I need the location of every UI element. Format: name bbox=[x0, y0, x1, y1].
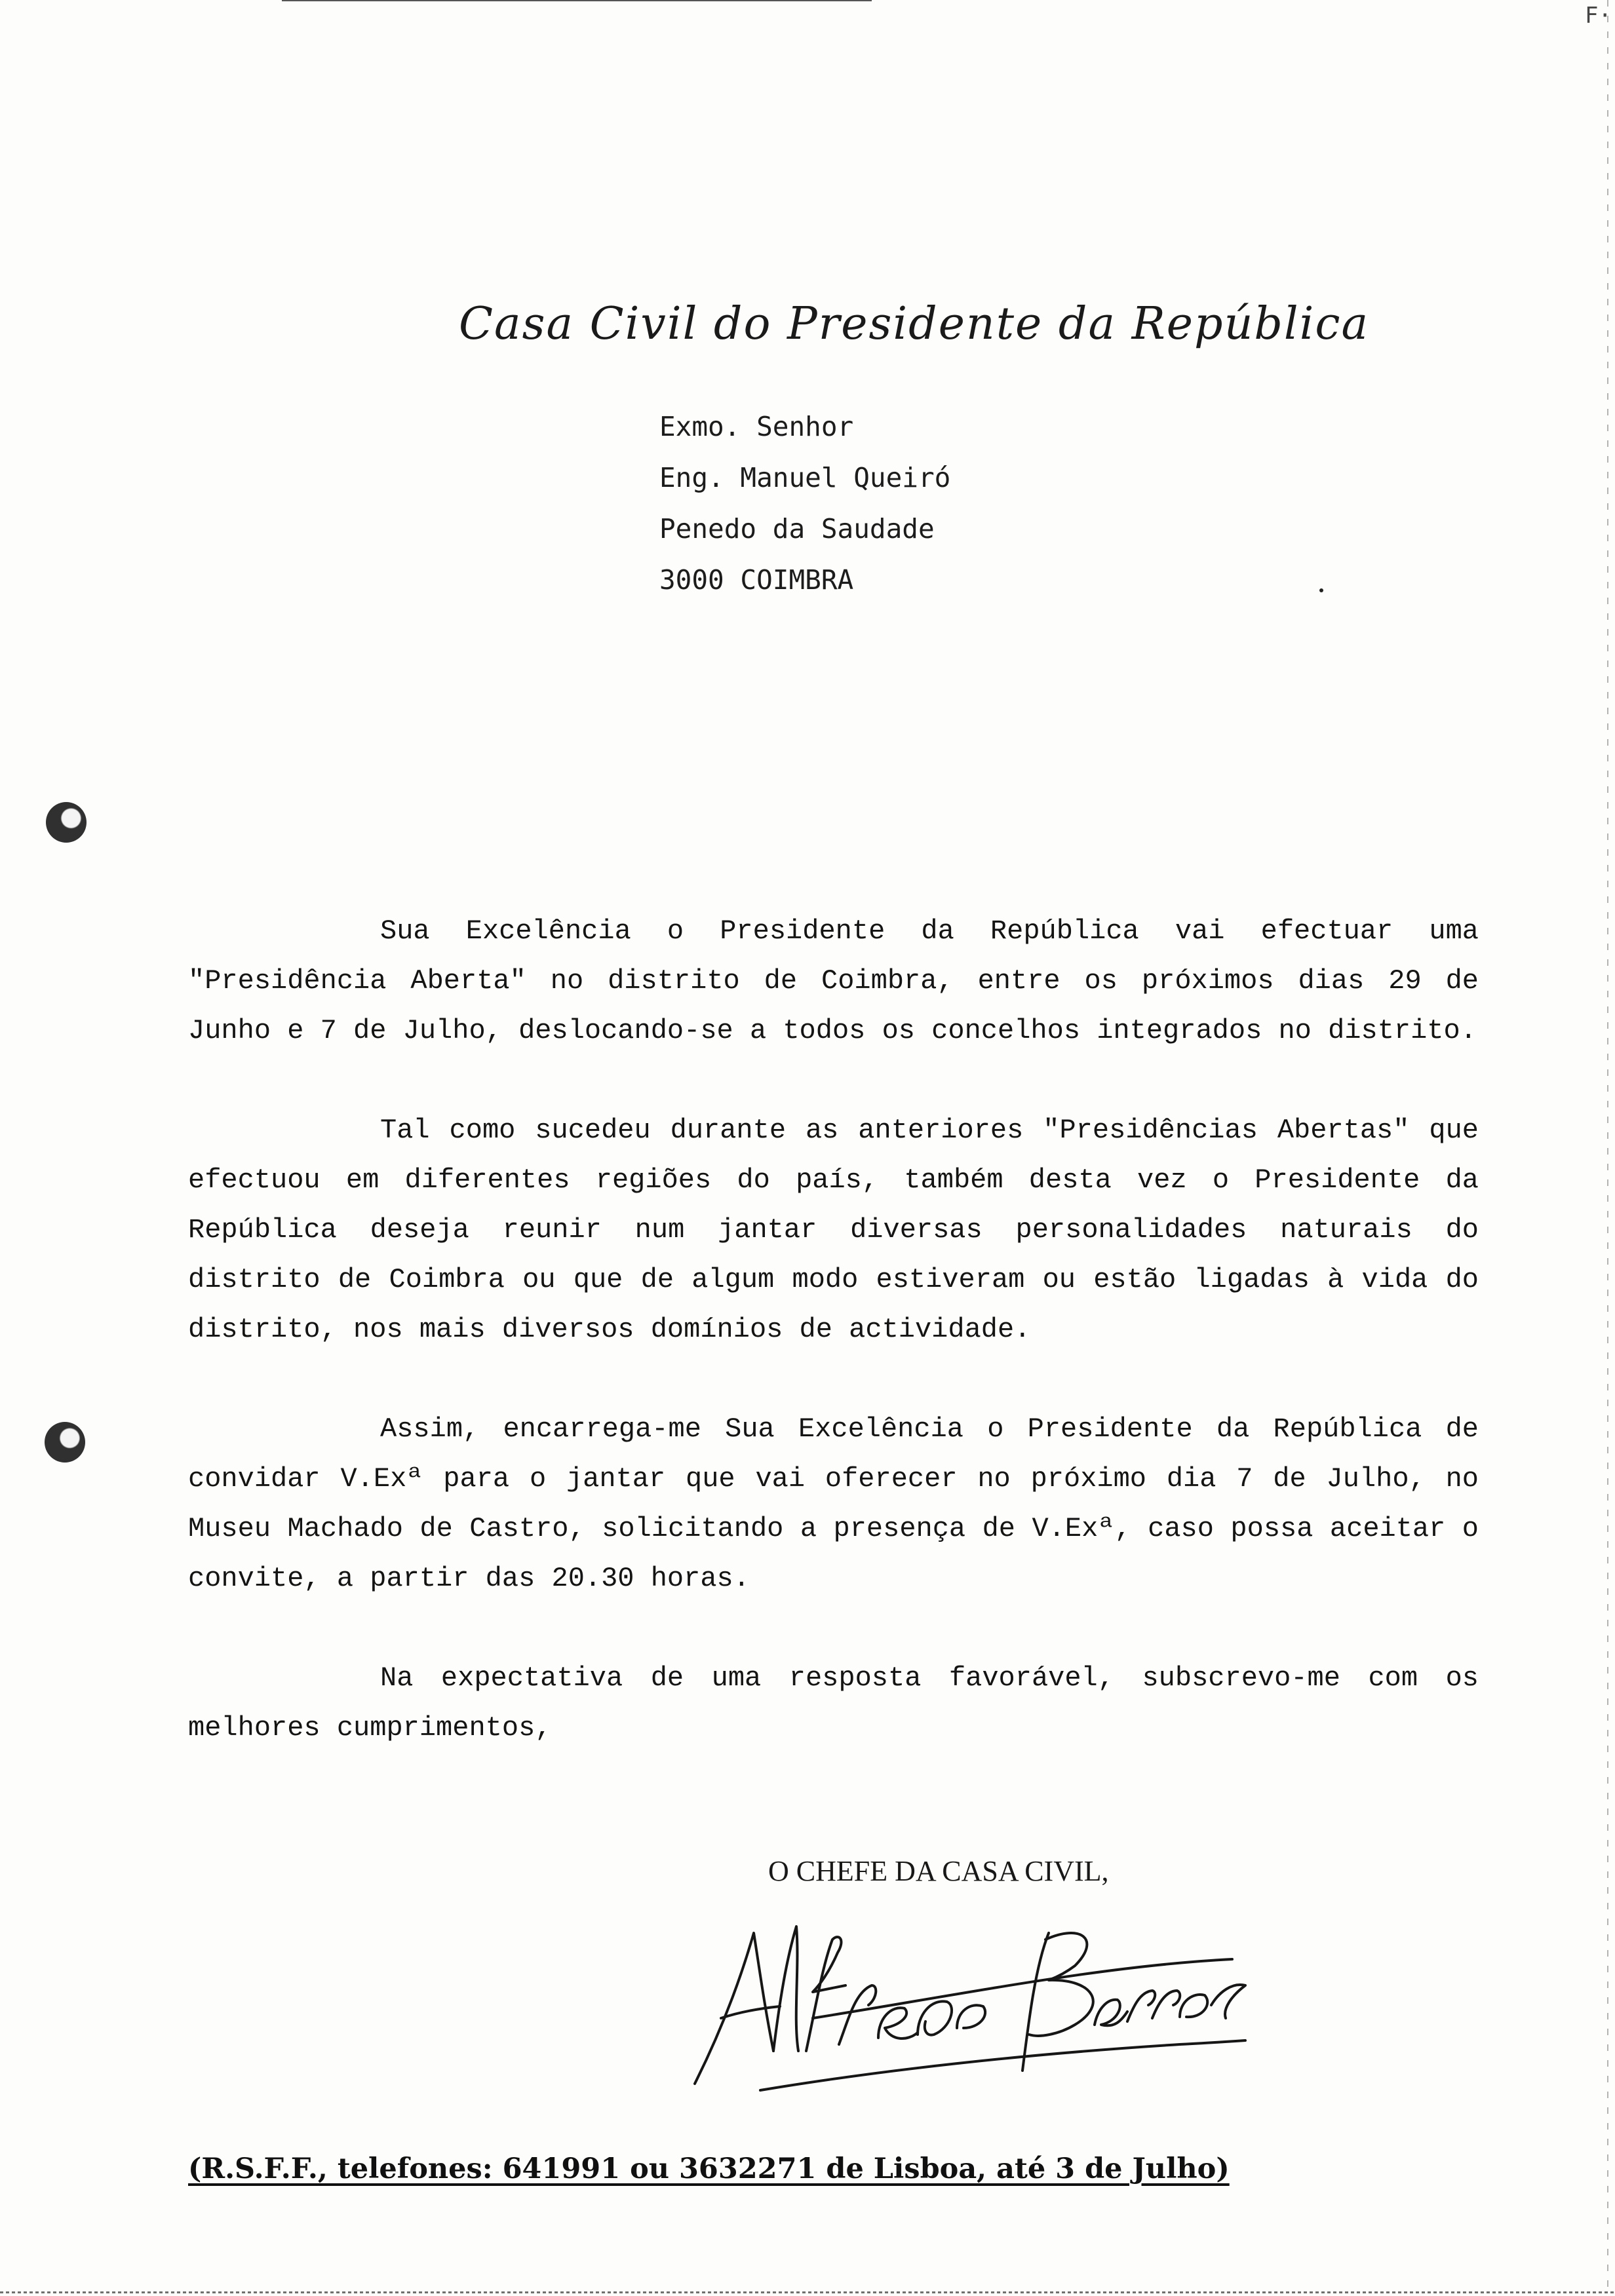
scan-edge-bottom bbox=[0, 2291, 1615, 2293]
handwritten-signature bbox=[682, 1887, 1258, 2103]
scan-speck bbox=[1319, 588, 1323, 592]
letterhead: Casa Civil do Presidente da República bbox=[459, 298, 1370, 350]
punch-hole-bottom bbox=[45, 1422, 85, 1463]
paragraph: Sua Excelência o Presidente da República vai efectuar uma "Presidência Aberta" no distrito de Coimbra, entre os próximos dias 29 de Junho e 7 de Julho, deslocando-se a todos os concelhos integrados no distrito. bbox=[188, 915, 1479, 1046]
address-line: Penedo da Saudade bbox=[659, 513, 935, 545]
paragraph: Assim, encarrega-me Sua Excelência o Presidente da República de convidar V.Exª para o jantar que vai oferecer no próximo dia 7 de Julho, no Museu Machado de Castro, solicitando a presença de V.Exª, caso possa aceitar o convite, a partir das 20.30 horas. bbox=[188, 1413, 1479, 1594]
address-line: Eng. Manuel Queiró bbox=[659, 462, 951, 493]
recipient-address bbox=[659, 401, 1118, 605]
footer-note: (R.S.F.F., telefones: 641991 ou 3632271 de Lisboa, até 3 de Julho) bbox=[188, 2152, 1230, 2185]
signature-label: Alfredo Barroso bbox=[682, 1887, 686, 1888]
corner-mark: F· bbox=[1585, 3, 1612, 29]
scan-edge-top bbox=[282, 0, 872, 1]
address-line: 3000 COIMBRA bbox=[659, 564, 854, 596]
closing-title: O CHEFE DA CASA CIVIL, bbox=[768, 1855, 1109, 1887]
punch-hole-top bbox=[46, 802, 87, 843]
letter-body bbox=[188, 906, 1479, 1753]
paragraph: Tal como sucedeu durante as anteriores "Presidências Abertas" que efectuou em diferentes regiões do país, também desta vez o Presidente da República deseja reunir num jantar diversas personalidades naturais do distrito de Coimbra ou que de algum modo estiveram ou estão ligadas à vida do distrito, nos mais diversos domínios de actividade. bbox=[188, 1115, 1479, 1345]
scan-edge-right bbox=[1607, 0, 1608, 2296]
address-line: Exmo. Senhor bbox=[659, 411, 854, 442]
paragraph: Na expectativa de uma resposta favorável, subscrevo-me com os melhores cumprimentos, bbox=[188, 1662, 1479, 1744]
